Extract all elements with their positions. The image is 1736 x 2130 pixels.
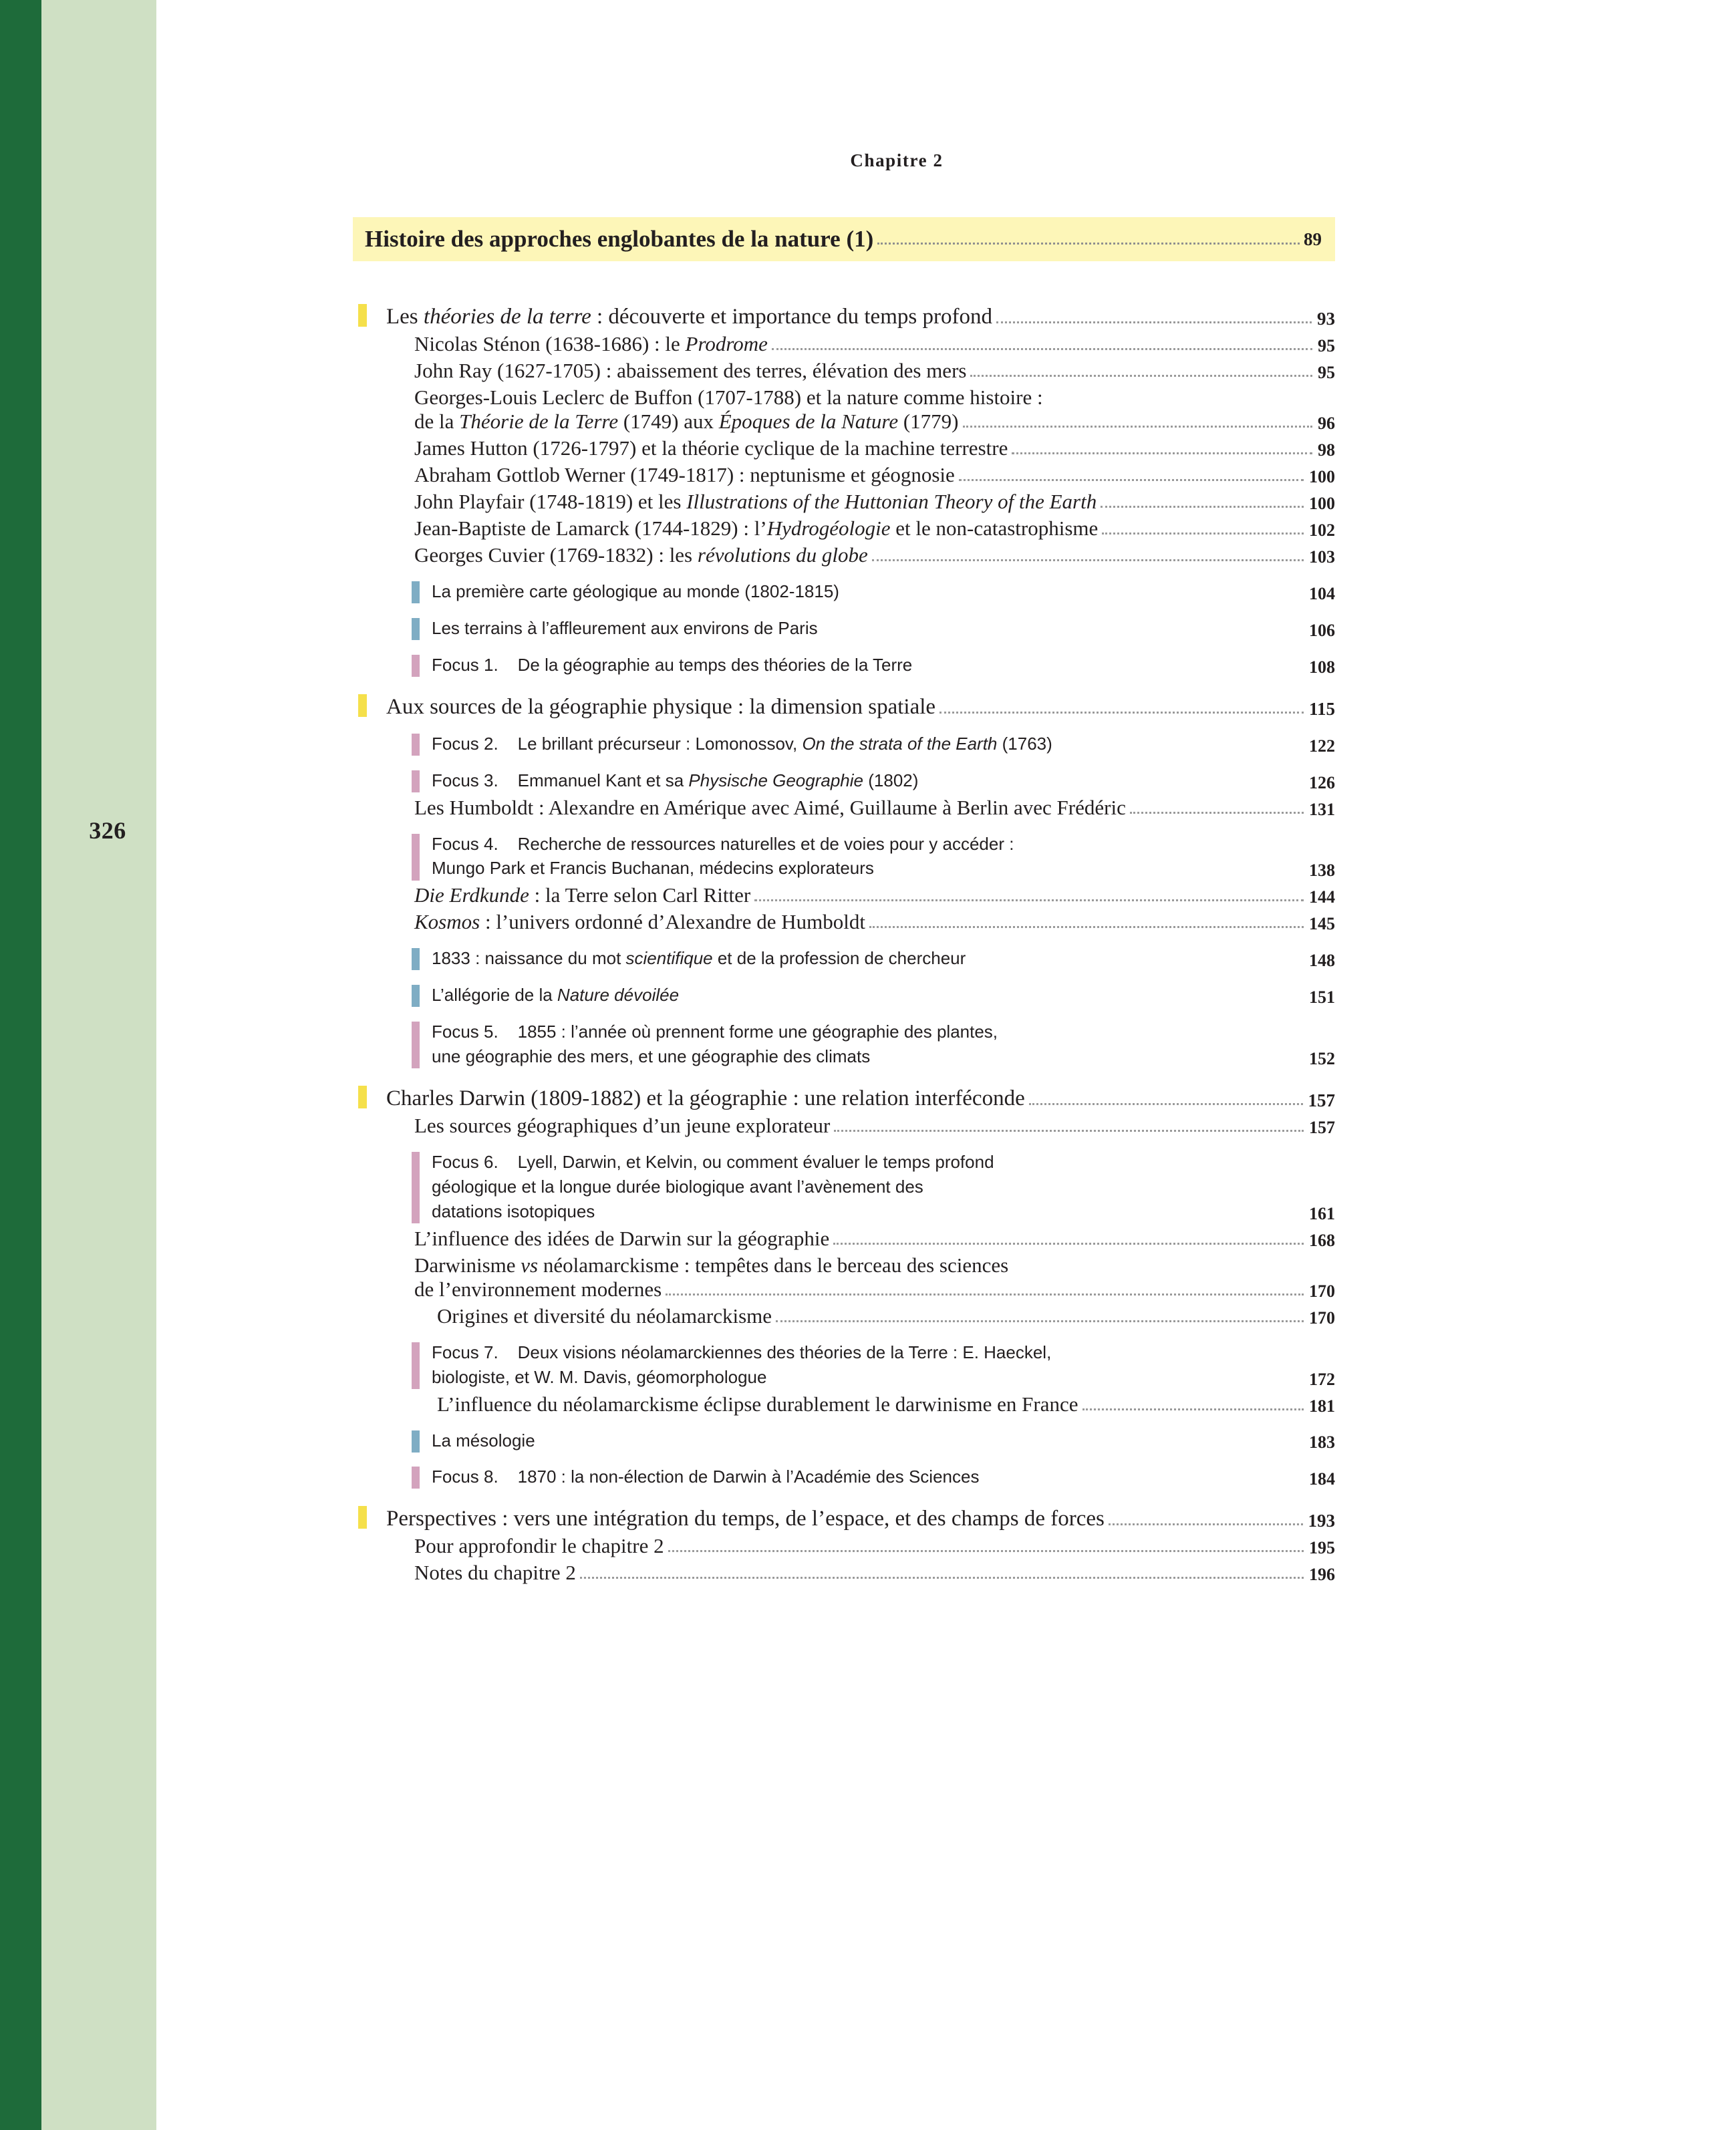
toc-entry-label: Darwinisme vs néolamarckisme : tempêtes dans le berceau des sciences — [414, 1253, 1009, 1277]
toc-entry-page: 168 — [1309, 1230, 1335, 1250]
toc-entry-level-2[interactable] — [353, 410, 1335, 434]
toc-box-entry-label: Focus 6. Lyell, Darwin, et Kelvin, ou comment évaluer le temps profond géologique et la longue durée biologique avant l’avènement des datations isotopiques — [432, 1151, 994, 1221]
toc-box-entry-label: L’allégorie de la Nature dévoilée — [432, 985, 680, 1006]
toc-entry-level-3[interactable] — [353, 1304, 1335, 1328]
toc-entry-level-2[interactable] — [353, 332, 1335, 356]
toc-box-entry[interactable] — [353, 579, 1335, 604]
toc-entry-level-2[interactable] — [353, 436, 1335, 460]
pink-marker-icon — [412, 770, 420, 792]
toc-box-entry-label: La première carte géologique au monde (1802-1815) — [432, 581, 839, 601]
toc-box-entry-page: 172 — [1309, 1369, 1335, 1389]
toc-entry-level-1[interactable] — [353, 1086, 1335, 1111]
toc-entry-level-2[interactable] — [353, 910, 1335, 934]
toc-box-entry-page: 183 — [1309, 1432, 1335, 1453]
toc-box-entry-page: 122 — [1309, 736, 1335, 756]
left-white-gutter — [156, 0, 168, 2130]
table-of-contents — [353, 287, 1335, 1585]
toc-box-entry-label: Focus 8. 1870 : la non-élection de Darwin à l’Académie des Sciences — [432, 1467, 980, 1487]
toc-box-entry-label: Focus 3. Emmanuel Kant et sa Physische Geographie (1802) — [432, 770, 919, 790]
chapter-title-bar — [353, 217, 1335, 261]
pink-marker-icon — [412, 834, 420, 881]
toc-box-entry-label: La mésologie — [432, 1430, 535, 1451]
toc-entry-label: John Ray (1627-1705) : abaissement des terres, élévation des mers — [414, 359, 967, 382]
toc-entry-label: Notes du chapitre 2 — [414, 1561, 576, 1585]
toc-entry-label: John Playfair (1748-1819) et les Illustrations of the Huttonian Theory of the Earth — [414, 490, 1097, 513]
toc-entry-page: 131 — [1309, 799, 1335, 819]
yellow-marker-icon — [358, 694, 367, 717]
toc-box-entry-page: 138 — [1309, 861, 1335, 881]
toc-entry-label: Georges-Louis Leclerc de Buffon (1707-1788) et la nature comme histoire : — [414, 386, 1043, 409]
toc-entry-level-2[interactable] — [353, 490, 1335, 514]
toc-entry-label: Origines et diversité du néolamarckisme — [437, 1304, 772, 1328]
toc-entry-page: 195 — [1309, 1538, 1335, 1558]
blue-marker-icon — [412, 618, 420, 640]
toc-entry-page: 144 — [1309, 887, 1335, 907]
dot-leader — [939, 700, 1304, 714]
toc-entry-label: James Hutton (1726-1797) et la théorie cyclique de la machine terrestre — [414, 436, 1008, 460]
toc-box-entry[interactable] — [353, 653, 1335, 677]
dot-leader — [1082, 1396, 1304, 1410]
toc-entry-page: 95 — [1318, 363, 1335, 382]
toc-entry-label: Charles Darwin (1809-1882) et la géographie : une relation interféconde — [386, 1086, 1025, 1110]
toc-entry-level-2[interactable] — [353, 796, 1335, 820]
blue-marker-icon — [412, 948, 420, 970]
toc-box-entry-page: 108 — [1309, 657, 1335, 677]
pink-marker-icon — [412, 734, 420, 756]
toc-box-entry-label: Les terrains à l’affleurement aux environs de Paris — [432, 617, 818, 638]
pink-marker-icon — [412, 655, 420, 677]
yellow-marker-icon — [358, 1086, 367, 1108]
dot-leader — [996, 309, 1312, 323]
toc-box-entry[interactable] — [353, 1150, 1335, 1224]
toc-entry-level-2[interactable] — [353, 1227, 1335, 1251]
toc-entry-page: 193 — [1308, 1511, 1335, 1531]
toc-entry-page: 115 — [1308, 698, 1335, 719]
toc-entry-page: 181 — [1309, 1396, 1335, 1416]
toc-entry-label: Nicolas Sténon (1638-1686) : le Prodrome — [414, 332, 768, 355]
left-dark-band — [0, 0, 41, 2130]
page-content — [168, 0, 1736, 2130]
toc-box-entry-label: Focus 5. 1855 : l’année où prennent forme une géographie des plantes, une géographie des mers, et une géographie des climats — [432, 1022, 998, 1067]
dot-leader — [1012, 440, 1312, 454]
toc-entry-label: de la Théorie de la Terre (1749) aux Époques de la Nature (1779) — [414, 410, 959, 433]
pink-marker-icon — [412, 1467, 420, 1489]
toc-entry-level-2[interactable] — [353, 883, 1335, 907]
toc-box-entry-label: 1833 : naissance du mot scientifique et de la profession de chercheur — [432, 948, 966, 969]
toc-entry-page: 96 — [1318, 414, 1335, 433]
toc-entry-level-2[interactable] — [353, 1534, 1335, 1558]
toc-entry-page: 170 — [1309, 1281, 1335, 1301]
dot-leader — [772, 336, 1312, 350]
toc-entry-level-2[interactable] — [353, 386, 1335, 410]
toc-entry-label: Kosmos : l’univers ordonné d’Alexandre de Humboldt — [414, 910, 866, 934]
toc-entry-label: Abraham Gottlob Werner (1749-1817) : neptunisme et géognosie — [414, 463, 955, 486]
toc-box-entry-page: 148 — [1309, 951, 1335, 971]
dot-leader — [1130, 800, 1304, 814]
toc-entry-label: L’influence du néolamarckisme éclipse durablement le darwinisme en France — [437, 1392, 1078, 1416]
title-dot-leader — [877, 228, 1300, 245]
toc-entry-level-2[interactable] — [353, 1253, 1335, 1277]
toc-entry-label: Perspectives : vers une intégration du temps, de l’espace, et des champs de forces — [386, 1507, 1105, 1531]
toc-entry-level-2[interactable] — [353, 543, 1335, 567]
toc-box-entry-label: Focus 1. De la géographie au temps des théories de la Terre — [432, 654, 913, 675]
toc-entry-label: Les théories de la terre : découverte et importance du temps profond — [386, 305, 992, 329]
toc-entry-level-2[interactable] — [353, 1561, 1335, 1585]
chapter-title-page: 89 — [1304, 229, 1322, 249]
toc-entry-page: 196 — [1309, 1565, 1335, 1585]
toc-box-entry-page: 161 — [1309, 1203, 1335, 1223]
toc-box-entry-page: 106 — [1309, 620, 1335, 640]
toc-entry-level-1[interactable] — [353, 305, 1335, 329]
toc-entry-level-2[interactable] — [353, 1114, 1335, 1138]
toc-entry-page: 95 — [1318, 336, 1335, 355]
toc-box-entry[interactable] — [353, 1340, 1335, 1390]
dot-leader — [668, 1538, 1304, 1552]
dot-leader — [833, 1231, 1304, 1245]
toc-entry-level-2[interactable] — [353, 516, 1335, 541]
toc-entry-level-1[interactable] — [353, 1507, 1335, 1531]
dot-leader — [1029, 1091, 1303, 1105]
yellow-marker-icon — [358, 304, 367, 327]
toc-box-entry-page: 126 — [1309, 772, 1335, 792]
toc-entry-page: 157 — [1309, 1117, 1335, 1137]
toc-entry-page: 102 — [1309, 520, 1335, 540]
blue-marker-icon — [412, 985, 420, 1007]
toc-entry-label: L’influence des idées de Darwin sur la géographie — [414, 1226, 830, 1250]
toc-box-entry[interactable] — [353, 768, 1335, 793]
toc-box-entry-label: Focus 4. Recherche de ressources naturelles et de voies pour y accéder : Mungo Park et Francis Buchanan, médecins explorateurs — [432, 833, 1014, 879]
toc-box-entry[interactable] — [353, 732, 1335, 756]
toc-box-entry[interactable] — [353, 1020, 1335, 1069]
chapter-title: Histoire des approches englobantes de la nature (1) — [365, 226, 874, 252]
toc-box-entry[interactable] — [353, 983, 1335, 1008]
toc-entry-page: 93 — [1317, 309, 1335, 329]
dot-leader — [666, 1281, 1304, 1296]
dot-leader — [963, 414, 1313, 428]
toc-entry-page: 100 — [1309, 467, 1335, 486]
toc-entry-level-2[interactable] — [353, 359, 1335, 383]
dot-leader — [970, 363, 1312, 377]
pink-marker-icon — [412, 1152, 420, 1223]
toc-entry-page: 170 — [1309, 1308, 1335, 1328]
toc-entry-page: 98 — [1318, 440, 1335, 460]
dot-leader — [1047, 392, 1330, 404]
dot-leader — [869, 914, 1304, 928]
toc-box-entry[interactable] — [353, 616, 1335, 641]
toc-entry-label: Jean-Baptiste de Lamarck (1744-1829) : l’Hydrogéologie et le non-catastrophisme — [414, 516, 1099, 540]
pink-marker-icon — [412, 1022, 420, 1068]
dot-leader — [1102, 520, 1304, 535]
toc-box-entry-label: Focus 2. Le brillant précurseur : Lomonossov, On the strata of the Earth (1763) — [432, 733, 1052, 754]
toc-entry-page: 145 — [1309, 914, 1335, 934]
dot-leader — [959, 467, 1304, 481]
blue-marker-icon — [412, 1430, 420, 1453]
toc-entry-level-2[interactable] — [353, 1277, 1335, 1302]
blue-marker-icon — [412, 581, 420, 603]
toc-entry-label: Aux sources de la géographie physique : la dimension spatiale — [386, 694, 936, 719]
toc-box-entry-label: Focus 7. Deux visions néolamarckiennes des théories de la Terre : E. Haeckel, biologiste, et W. M. Davis, géomorphologue — [432, 1342, 1052, 1387]
toc-entry-label: Die Erdkunde : la Terre selon Carl Ritter — [414, 883, 751, 907]
toc-box-entry[interactable] — [353, 1465, 1335, 1489]
toc-entry-page: 103 — [1309, 547, 1335, 567]
toc-box-entry[interactable] — [353, 1428, 1335, 1453]
left-light-band — [41, 0, 156, 2130]
dot-leader — [776, 1308, 1304, 1322]
dot-leader — [580, 1565, 1304, 1579]
toc-box-entry-page: 152 — [1309, 1048, 1335, 1068]
toc-entry-label: Les Humboldt : Alexandre en Amérique avec Aimé, Guillaume à Berlin avec Frédéric — [414, 795, 1126, 819]
pink-marker-icon — [412, 1342, 420, 1389]
toc-box-entry-page: 184 — [1309, 1469, 1335, 1489]
toc-entry-label: Georges Cuvier (1769-1832) : les révolutions du globe — [414, 543, 868, 567]
page-folio: 326 — [89, 817, 126, 844]
toc-entry-page: 157 — [1308, 1090, 1335, 1110]
yellow-marker-icon — [358, 1506, 367, 1529]
toc-entry-label: de l’environnement modernes — [414, 1277, 662, 1301]
chapter-label: Chapitre 2 — [850, 150, 944, 170]
toc-entry-level-1[interactable] — [353, 695, 1335, 720]
dot-leader — [1012, 1259, 1330, 1271]
toc-box-entry[interactable] — [353, 946, 1335, 971]
toc-entry-label: Pour approfondir le chapitre 2 — [414, 1534, 664, 1558]
dot-leader — [754, 887, 1304, 901]
toc-box-entry-page: 151 — [1309, 987, 1335, 1008]
toc-entry-level-3[interactable] — [353, 1392, 1335, 1416]
dot-leader — [1101, 494, 1304, 508]
dot-leader — [1109, 1511, 1303, 1525]
toc-entry-page: 100 — [1309, 494, 1335, 513]
toc-box-entry[interactable] — [353, 832, 1335, 881]
dot-leader — [872, 547, 1304, 561]
toc-entry-label: Les sources géographiques d’un jeune explorateur — [414, 1113, 831, 1137]
toc-box-entry-page: 104 — [1309, 583, 1335, 603]
dot-leader — [834, 1118, 1304, 1132]
toc-entry-level-2[interactable] — [353, 463, 1335, 487]
